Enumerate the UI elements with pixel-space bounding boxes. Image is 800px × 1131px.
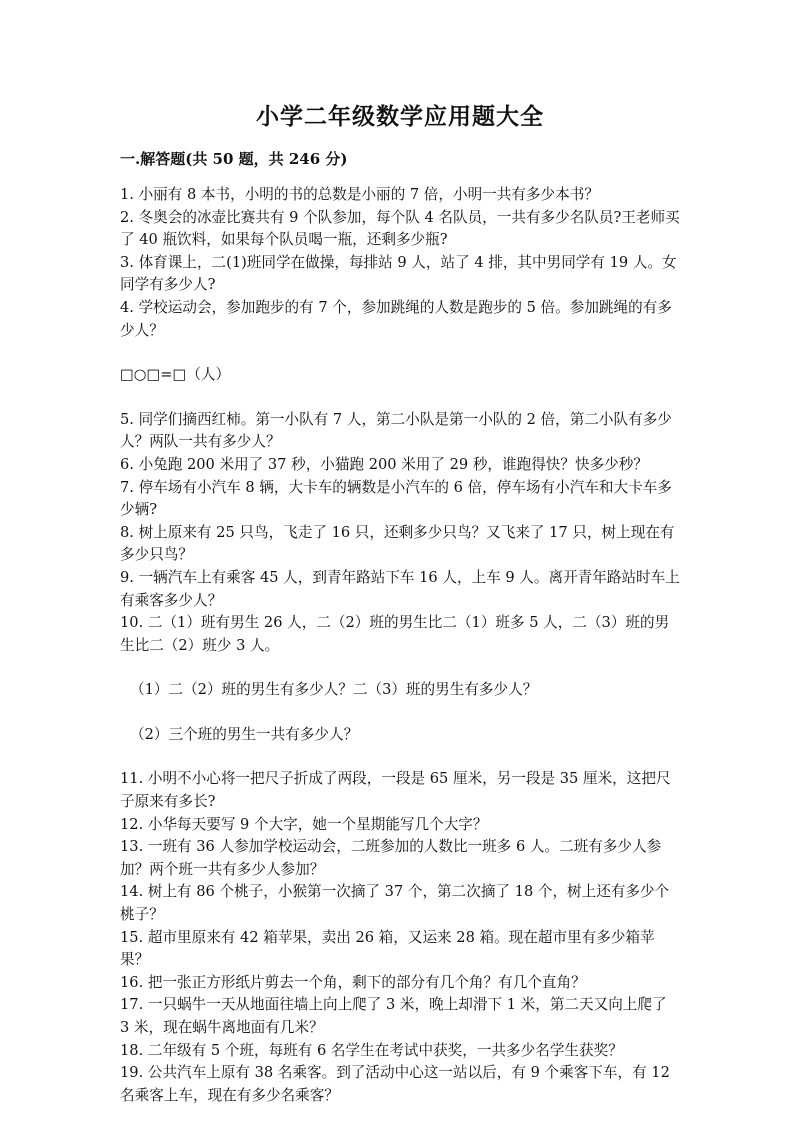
question-12: 12. 小华每天要写 9 个大字，她一个星期能写几个大字？ xyxy=(120,815,488,833)
question-10-part-1: （1）二（2）班的男生有多少人？二（3）班的男生有多少人？ xyxy=(130,681,538,699)
question-14: 14. 树上有 86 个桃子，小猴第一次摘了 37 个，第二次摘了 18 个，树上还有多少个桃子？ xyxy=(120,883,670,924)
spacer xyxy=(120,387,680,409)
question-10: 10. 二（1）班有男生 26 人，二（2）班的男生比二（1）班多 5 人，二（3）班的男生比二（2）班少 3 人。 xyxy=(120,614,670,654)
question-7: 7. 停车场有小汽车 8 辆，大卡车的辆数是小汽车的 6 倍，停车场有小汽车和大卡车多少辆? xyxy=(120,478,672,519)
question-15: 15. 超市里原来有 42 箱苹果，卖出 26 箱，又运来 28 箱。现在超市里有多少箱苹果？ xyxy=(120,928,655,969)
question-18: 18. 二年级有 5 个班，每班有 6 名学生在考试中获奖，一共多少名学生获奖？ xyxy=(120,1041,623,1059)
question-4: 4. 学校运动会，参加跑步的有 7 个，参加跳绳的人数是跑步的 5 倍。参加跳绳的有多少人？ xyxy=(120,298,672,339)
spacer xyxy=(120,342,680,364)
spacer xyxy=(120,746,680,768)
page-title: 小学二年级数学应用题大全 xyxy=(256,103,544,130)
question-11: 11. 小明不小心将一把尺子折成了两段，一段是 65 厘米，另一段是 35 厘米，这把尺子原来有多长? xyxy=(120,770,671,811)
answer-formula: □○□=□（人） xyxy=(120,366,231,384)
spacer xyxy=(120,702,680,724)
question-2: 2. 冬奥会的冰壶比赛共有 9 个队参加，每个队 4 名队员，一共有多少名队员?王老师买了 40 瓶饮料，如果每个队员喝一瓶，还剩多少瓶? xyxy=(120,208,680,249)
question-1: 1. 小丽有 8 本书，小明的书的总数是小丽的 7 倍，小明一共有多少本书？ xyxy=(120,186,599,203)
question-17: 17. 一只蜗牛一天从地面往墙上向上爬了 3 米，晚上却滑下 1 米，第二天又向上爬了 3 米，现在蜗牛离地面有几米？ xyxy=(120,996,667,1036)
question-16: 16. 把一张正方形纸片剪去一个角，剩下的部分有几个角？有几个直角？ xyxy=(120,973,586,991)
question-3: 3. 体育课上，二(1)班同学在做操，每排站 9 人，站了 4 排，其中男同学有 19 人。女同学有多少人? xyxy=(120,253,677,294)
question-10-part-2: （2）三个班的男生一共有多少人？ xyxy=(130,725,359,743)
section-heading: 一.解答题(共 50 题，共 246 分) xyxy=(120,150,348,168)
spacer xyxy=(120,657,680,679)
question-6: 6. 小兔跑 200 米用了 37 秒，小猫跑 200 米用了 29 秒，谁跑得快？快多少秒？ xyxy=(120,455,648,473)
questions-body xyxy=(120,184,680,1107)
question-13: 13. 一班有 36 人参加学校运动会，二班参加的人数比一班多 6 人。二班有多少人参加？两个班一共有多少人参加？ xyxy=(120,838,662,878)
question-5: 5. 同学们摘西红柿。第一小队有 7 人，第二小队是第一小队的 2 倍，第二小队有多少人？两队一共有多少人？ xyxy=(120,410,672,451)
question-19: 19. 公共汽车上原有 38 名乘客。到了活动中心这一站以后，有 9 个乘客下车，有 12 名乘客上车，现在有多少名乘客？ xyxy=(120,1064,670,1104)
question-8: 8. 树上原来有 25 只鸟，飞走了 16 只，还剩多少只鸟？又飞来了 17 只，树上现在有多少只鸟？ xyxy=(120,523,675,564)
question-9: 9. 一辆汽车上有乘客 45 人，到青年路站下车 16 人，上车 9 人。离开青年路站时车上有乘客多少人？ xyxy=(120,568,680,609)
